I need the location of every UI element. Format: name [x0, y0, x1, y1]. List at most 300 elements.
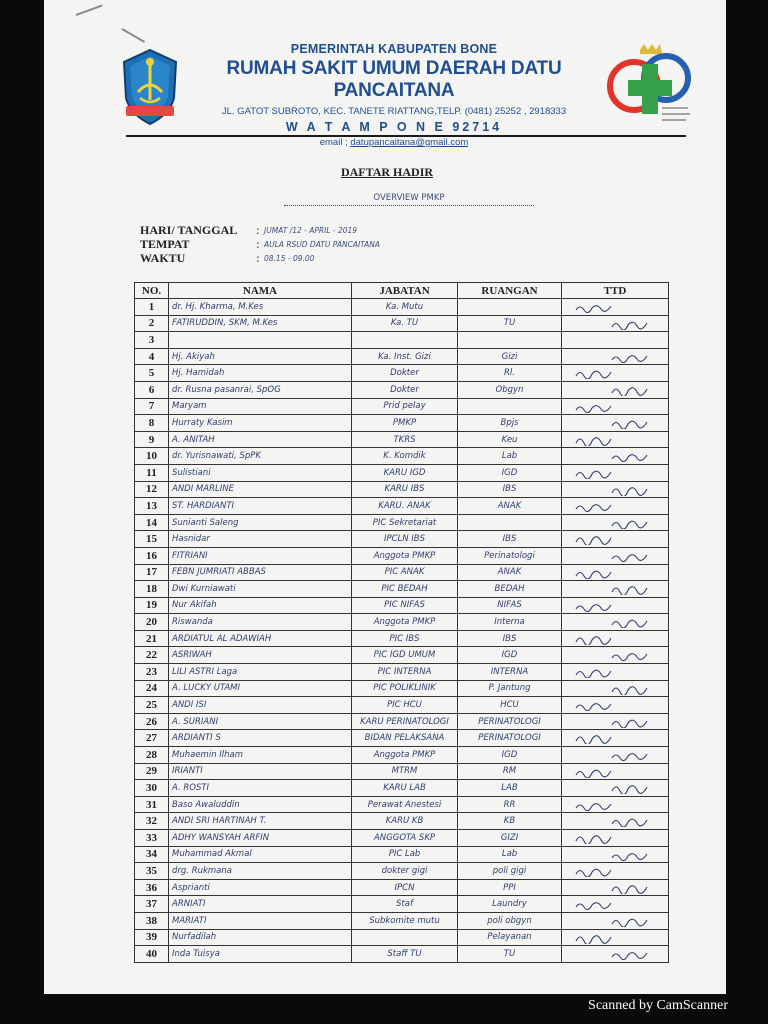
meta-label: TEMPAT	[140, 236, 190, 251]
signature-icon	[568, 301, 658, 313]
signature-icon	[568, 351, 658, 363]
attendance-table-body	[135, 299, 669, 963]
cell-jabatan: Dokter	[352, 381, 458, 398]
cell-nama: ARNIATI	[169, 896, 352, 913]
email-label: email ;	[319, 137, 351, 148]
cell-no: 4	[135, 348, 169, 365]
signature-icon	[568, 749, 658, 761]
table-row	[135, 531, 669, 548]
cell-nama: ANDI ISI	[169, 697, 352, 714]
cell-jabatan: KARU KB	[352, 813, 458, 830]
cell-no: 12	[135, 481, 169, 498]
signature-icon	[568, 732, 658, 744]
hospital-email	[184, 137, 604, 148]
cell-nama: MARIATI	[169, 912, 352, 929]
table-row	[135, 398, 669, 415]
cell-ttd	[562, 597, 669, 614]
cell-ruangan: Lab	[458, 846, 562, 863]
cell-jabatan: Anggota PMKP	[352, 614, 458, 631]
meeting-time-row	[140, 251, 380, 265]
signature-icon	[568, 367, 658, 379]
cell-jabatan	[352, 929, 458, 946]
cell-nama: LILI ASTRI Laga	[169, 664, 352, 681]
cell-no: 8	[135, 415, 169, 432]
signature-icon	[568, 683, 658, 695]
meta-colon: :	[256, 251, 260, 265]
cell-jabatan: PIC Sekretariat	[352, 514, 458, 531]
cell-no: 18	[135, 581, 169, 598]
cell-ruangan: IGD	[458, 747, 562, 764]
cell-ttd	[562, 547, 669, 564]
cell-ruangan: Laundry	[458, 896, 562, 913]
cell-nama: Muhammad Akmal	[169, 846, 352, 863]
hospital-address: JL. GATOT SUBROTO, KEC. TANETE RIATTANG,TELP. (0481) 25252 , 2918333	[221, 106, 567, 117]
cell-ruangan: GIZI	[458, 830, 562, 847]
cell-ruangan: LAB	[458, 780, 562, 797]
cell-nama: ST. HARDIANTI	[169, 498, 352, 515]
table-row	[135, 299, 669, 316]
cell-ttd	[562, 713, 669, 730]
signature-icon	[568, 633, 658, 645]
cell-ruangan: IGD	[458, 647, 562, 664]
cell-ruangan: IGD	[458, 464, 562, 481]
table-row	[135, 664, 669, 681]
cell-jabatan: Subkomite mutu	[352, 912, 458, 929]
cell-nama: ANDI SRI HARTINAH T.	[169, 813, 352, 830]
cell-jabatan: PIC INTERNA	[352, 664, 458, 681]
cell-no: 1	[135, 299, 169, 316]
table-row	[135, 614, 669, 631]
cell-ruangan: Keu	[458, 431, 562, 448]
cell-ttd	[562, 464, 669, 481]
cell-ttd	[562, 514, 669, 531]
cell-ttd	[562, 946, 669, 963]
cell-nama: Sulistiani	[169, 464, 352, 481]
signature-icon	[568, 434, 658, 446]
table-row	[135, 747, 669, 764]
cell-ruangan: HCU	[458, 697, 562, 714]
cell-ruangan: PERINATOLOGI	[458, 730, 562, 747]
cell-ruangan: P. Jantung	[458, 680, 562, 697]
cell-ruangan	[458, 398, 562, 415]
cell-no: 2	[135, 315, 169, 332]
cell-jabatan: Staf	[352, 896, 458, 913]
signature-icon	[568, 932, 658, 944]
cell-ttd	[562, 730, 669, 747]
signature-icon	[568, 948, 658, 960]
table-row	[135, 780, 669, 797]
cell-ruangan: IBS	[458, 630, 562, 647]
table-row	[135, 896, 669, 913]
cell-ttd	[562, 581, 669, 598]
signature-icon	[568, 849, 658, 861]
meta-value: JUMAT /12 - APRIL - 2019	[264, 225, 358, 235]
signature-icon	[568, 799, 658, 811]
table-row	[135, 697, 669, 714]
table-row	[135, 630, 669, 647]
signature-icon	[568, 318, 658, 330]
cell-no: 29	[135, 763, 169, 780]
document-title: DAFTAR HADIR	[340, 165, 434, 179]
column-header-ttd: TTD	[562, 283, 669, 299]
cell-jabatan: KARU LAB	[352, 780, 458, 797]
cell-nama: Muhaemin Ilham	[169, 747, 352, 764]
cell-no: 38	[135, 912, 169, 929]
cell-ruangan: BEDAH	[458, 581, 562, 598]
cell-jabatan: MTRM	[352, 763, 458, 780]
cell-no: 28	[135, 747, 169, 764]
cell-jabatan: PMKP	[352, 415, 458, 432]
cell-ttd	[562, 664, 669, 681]
cell-jabatan: IPCN	[352, 879, 458, 896]
table-row	[135, 481, 669, 498]
cell-ttd	[562, 796, 669, 813]
cell-jabatan: BIDAN PELAKSANA	[352, 730, 458, 747]
table-row	[135, 796, 669, 813]
signature-icon	[568, 898, 658, 910]
cell-nama: ADHY WANSYAH ARFIN	[169, 830, 352, 847]
meta-value: AULA RSUD DATU PANCAITANA	[264, 239, 380, 249]
attendance-table	[134, 282, 669, 963]
email-link[interactable]: datupancaitana@gmail.com	[350, 137, 469, 148]
cell-ttd	[562, 630, 669, 647]
cell-ruangan: PERINATOLOGI	[458, 713, 562, 730]
cell-ruangan: Bpjs	[458, 415, 562, 432]
cell-nama: Hasnidar	[169, 531, 352, 548]
meeting-subject: OVERVIEW PMKP	[284, 193, 534, 206]
cell-ttd	[562, 614, 669, 631]
cell-no: 35	[135, 863, 169, 880]
cell-jabatan: Perawat Anestesi	[352, 796, 458, 813]
cell-ruangan	[458, 514, 562, 531]
cell-ruangan: TU	[458, 946, 562, 963]
table-row	[135, 863, 669, 880]
table-row	[135, 813, 669, 830]
cell-nama: Hj. Akiyah	[169, 348, 352, 365]
cell-ruangan	[458, 332, 562, 349]
cell-ruangan: Interna	[458, 614, 562, 631]
signature-icon	[568, 533, 658, 545]
table-row	[135, 564, 669, 581]
cell-no: 39	[135, 929, 169, 946]
signature-icon	[568, 782, 658, 794]
table-row	[135, 381, 669, 398]
signature-icon	[568, 450, 658, 462]
cell-jabatan: Staff TU	[352, 946, 458, 963]
column-header-nama: NAMA	[169, 283, 352, 299]
cell-no: 5	[135, 365, 169, 382]
cell-ttd	[562, 747, 669, 764]
hospital-name: RUMAH SAKIT UMUM DAERAH DATU PANCAITANA	[226, 58, 562, 101]
column-header-no: NO.	[135, 283, 169, 299]
column-header-ruangan: RUANGAN	[458, 283, 562, 299]
cell-jabatan: PIC HCU	[352, 697, 458, 714]
cell-jabatan: KARU PERINATOLOGI	[352, 713, 458, 730]
cell-jabatan: Ka. Mutu	[352, 299, 458, 316]
cell-nama: Asprianti	[169, 879, 352, 896]
cell-nama: ASRIWAH	[169, 647, 352, 664]
cell-nama	[169, 332, 352, 349]
cell-nama: FITRIANI	[169, 547, 352, 564]
meta-value: 08.15 - 09.00	[264, 253, 315, 263]
cell-nama: Riswanda	[169, 614, 352, 631]
cell-ttd	[562, 697, 669, 714]
cell-ttd	[562, 448, 669, 465]
cell-ttd	[562, 431, 669, 448]
cell-no: 27	[135, 730, 169, 747]
cell-ttd	[562, 365, 669, 382]
table-row	[135, 498, 669, 515]
signature-icon	[568, 517, 658, 529]
cell-no: 34	[135, 846, 169, 863]
signature-icon	[568, 865, 658, 877]
cell-ttd	[562, 680, 669, 697]
cell-no: 31	[135, 796, 169, 813]
meta-label: WAKTU	[140, 250, 186, 265]
cell-no: 32	[135, 813, 169, 830]
table-row	[135, 730, 669, 747]
cell-no: 26	[135, 713, 169, 730]
meta-label: HARI/ TANGGAL	[140, 222, 238, 237]
cell-nama: Hurraty Kasim	[169, 415, 352, 432]
cell-ttd	[562, 830, 669, 847]
signature-icon	[568, 583, 658, 595]
cell-no: 21	[135, 630, 169, 647]
letterhead-text	[184, 42, 604, 148]
table-row	[135, 365, 669, 382]
cell-jabatan: PIC IGD UMUM	[352, 647, 458, 664]
cell-jabatan: Dokter	[352, 365, 458, 382]
cell-ttd	[562, 929, 669, 946]
cell-no: 40	[135, 946, 169, 963]
cell-jabatan: PIC BEDAH	[352, 581, 458, 598]
table-row	[135, 348, 669, 365]
table-row	[135, 680, 669, 697]
cell-nama: FATIRUDDIN, SKM, M.Kes	[169, 315, 352, 332]
signature-icon	[568, 467, 658, 479]
cell-no: 10	[135, 448, 169, 465]
cell-jabatan	[352, 332, 458, 349]
cell-ttd	[562, 647, 669, 664]
column-header-jabatan: JABATAN	[352, 283, 458, 299]
table-header-row	[135, 283, 669, 299]
cell-jabatan: TKRS	[352, 431, 458, 448]
cell-ruangan: Rl.	[458, 365, 562, 382]
cell-no: 19	[135, 597, 169, 614]
cell-jabatan: IPCLN IBS	[352, 531, 458, 548]
kabupaten-bone-logo-icon	[120, 48, 180, 126]
cell-ruangan: RM	[458, 763, 562, 780]
cell-jabatan: PIC ANAK	[352, 564, 458, 581]
cell-ttd	[562, 315, 669, 332]
cell-nama: A. LUCKY UTAMI	[169, 680, 352, 697]
cell-nama: Baso Awaluddin	[169, 796, 352, 813]
cell-jabatan: PIC Lab	[352, 846, 458, 863]
signature-icon	[568, 484, 658, 496]
cell-nama: ANDI MARLINE	[169, 481, 352, 498]
cell-nama: Sunianti Saleng	[169, 514, 352, 531]
cell-ruangan: Lab	[458, 448, 562, 465]
cell-ttd	[562, 813, 669, 830]
table-row	[135, 763, 669, 780]
table-row	[135, 514, 669, 531]
table-row	[135, 830, 669, 847]
cell-ruangan: TU	[458, 315, 562, 332]
table-row	[135, 846, 669, 863]
cell-ruangan: Obgyn	[458, 381, 562, 398]
cell-no: 36	[135, 879, 169, 896]
cell-ruangan: INTERNA	[458, 664, 562, 681]
table-row	[135, 464, 669, 481]
meeting-date-row	[140, 223, 380, 237]
signature-icon	[568, 384, 658, 396]
cell-ruangan: NIFAS	[458, 597, 562, 614]
cell-ruangan	[458, 299, 562, 316]
cell-ruangan: Gizi	[458, 348, 562, 365]
cell-jabatan: KARU. ANAK	[352, 498, 458, 515]
cell-ruangan: PPI	[458, 879, 562, 896]
cell-jabatan: Ka. TU	[352, 315, 458, 332]
cell-nama: A. ANITAH	[169, 431, 352, 448]
cell-ruangan: ANAK	[458, 498, 562, 515]
cell-ttd	[562, 912, 669, 929]
cell-no: 25	[135, 697, 169, 714]
table-row	[135, 315, 669, 332]
cell-ruangan: poli gigi	[458, 863, 562, 880]
cell-jabatan: Anggota PMKP	[352, 547, 458, 564]
table-row	[135, 415, 669, 432]
table-row	[135, 431, 669, 448]
cell-no: 24	[135, 680, 169, 697]
cell-nama: ARDIATUL AL ADAWIAH	[169, 630, 352, 647]
cell-ruangan: IBS	[458, 531, 562, 548]
signature-icon	[568, 699, 658, 711]
cell-nama: Dwi Kurniawati	[169, 581, 352, 598]
signature-icon	[568, 815, 658, 827]
cell-nama: Nur Akifah	[169, 597, 352, 614]
cell-no: 9	[135, 431, 169, 448]
signature-icon	[568, 500, 658, 512]
cell-jabatan: Anggota PMKP	[352, 747, 458, 764]
cell-nama: FEBN JUMRIATI ABBAS	[169, 564, 352, 581]
cell-nama: Inda Tuisya	[169, 946, 352, 963]
cell-nama: Nurfadilah	[169, 929, 352, 946]
cell-jabatan: dokter gigi	[352, 863, 458, 880]
cell-ttd	[562, 780, 669, 797]
cell-jabatan: KARU IBS	[352, 481, 458, 498]
signature-icon	[568, 567, 658, 579]
cell-ttd	[562, 299, 669, 316]
scanned-paper	[44, 0, 726, 994]
cell-nama: dr. Yurisnawati, SpPK	[169, 448, 352, 465]
cell-ttd	[562, 896, 669, 913]
cell-ttd	[562, 531, 669, 548]
meta-colon: :	[256, 223, 260, 237]
cell-no: 33	[135, 830, 169, 847]
cell-ttd	[562, 348, 669, 365]
cell-jabatan: PIC IBS	[352, 630, 458, 647]
letterhead-divider	[126, 135, 686, 137]
cell-ttd	[562, 879, 669, 896]
signature-icon	[568, 600, 658, 612]
cell-nama: drg. Rukmana	[169, 863, 352, 880]
cell-jabatan: PIC POLIKLINIK	[352, 680, 458, 697]
cell-no: 20	[135, 614, 169, 631]
table-row	[135, 879, 669, 896]
table-row	[135, 332, 669, 349]
cell-no: 11	[135, 464, 169, 481]
cell-nama: A. SURIANI	[169, 713, 352, 730]
table-row	[135, 713, 669, 730]
table-row	[135, 946, 669, 963]
signature-icon	[568, 716, 658, 728]
rsud-datu-pancaitana-logo-icon	[604, 44, 696, 128]
signature-icon	[568, 832, 658, 844]
meta-colon: :	[256, 237, 260, 251]
cell-nama: Hj. Hamidah	[169, 365, 352, 382]
cell-jabatan: KARU IGD	[352, 464, 458, 481]
cell-no: 22	[135, 647, 169, 664]
cell-ruangan: IBS	[458, 481, 562, 498]
table-row	[135, 448, 669, 465]
cell-nama: A. ROSTI	[169, 780, 352, 797]
signature-icon	[568, 666, 658, 678]
table-row	[135, 581, 669, 598]
cell-no: 13	[135, 498, 169, 515]
cell-ttd	[562, 398, 669, 415]
government-name: PEMERINTAH KABUPATEN BONE	[290, 42, 498, 56]
table-row	[135, 929, 669, 946]
cell-ttd	[562, 381, 669, 398]
cell-ttd	[562, 846, 669, 863]
table-row	[135, 912, 669, 929]
cell-no: 23	[135, 664, 169, 681]
cell-ttd	[562, 481, 669, 498]
meeting-details	[140, 223, 380, 265]
cell-nama: IRIANTI	[169, 763, 352, 780]
cell-ttd	[562, 498, 669, 515]
cell-nama: ARDIANTI S	[169, 730, 352, 747]
cell-jabatan: PIC NIFAS	[352, 597, 458, 614]
cell-no: 30	[135, 780, 169, 797]
cell-nama: dr. Hj. Kharma, M.Kes	[169, 299, 352, 316]
cell-nama: dr. Rusna pasanrai, SpOG	[169, 381, 352, 398]
cell-no: 14	[135, 514, 169, 531]
cell-no: 3	[135, 332, 169, 349]
cell-no: 6	[135, 381, 169, 398]
signature-icon	[568, 417, 658, 429]
cell-no: 16	[135, 547, 169, 564]
cell-ruangan: ANAK	[458, 564, 562, 581]
cell-ttd	[562, 332, 669, 349]
cell-nama: Maryam	[169, 398, 352, 415]
cell-ttd	[562, 415, 669, 432]
table-row	[135, 597, 669, 614]
signature-icon	[568, 882, 658, 894]
meeting-place-row	[140, 237, 380, 251]
table-row	[135, 647, 669, 664]
cell-jabatan: K. Komdik	[352, 448, 458, 465]
signature-icon	[568, 649, 658, 661]
cell-jabatan: Ka. Inst. Gizi	[352, 348, 458, 365]
signature-icon	[568, 616, 658, 628]
cell-ruangan: KB	[458, 813, 562, 830]
cell-no: 37	[135, 896, 169, 913]
cell-ruangan: poli obgyn	[458, 912, 562, 929]
signature-icon	[568, 550, 658, 562]
signature-icon	[568, 915, 658, 927]
signature-icon	[568, 766, 658, 778]
